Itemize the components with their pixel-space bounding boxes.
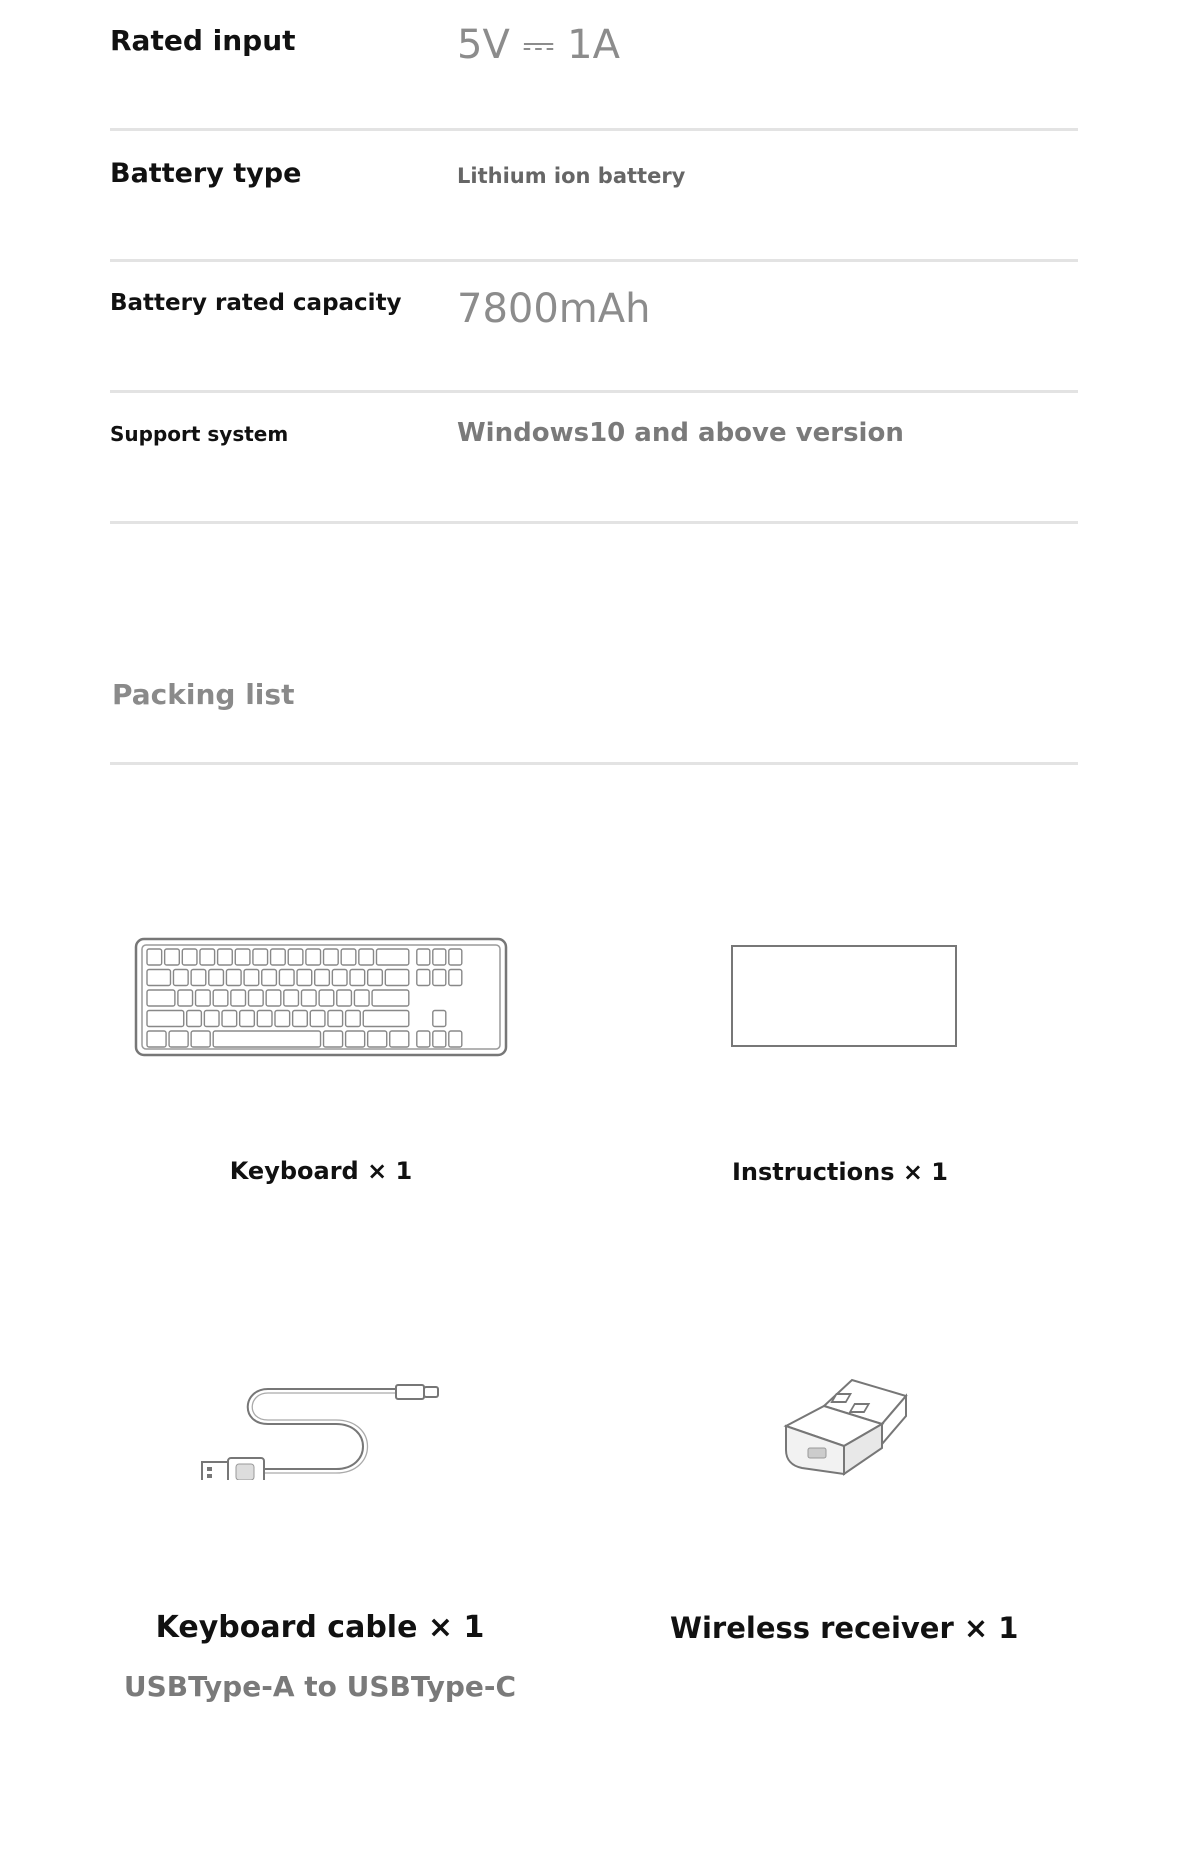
key [191, 970, 206, 986]
key [417, 949, 430, 965]
key [417, 970, 430, 986]
key [297, 970, 312, 986]
key [359, 949, 374, 965]
usb-receiver-icon [780, 1374, 914, 1480]
key [376, 949, 408, 965]
key [271, 949, 286, 965]
key [218, 949, 233, 965]
key [350, 970, 365, 986]
spec-value: 7800mAh [457, 286, 651, 332]
pack-item-instructions: Instructions × 1 [732, 1158, 948, 1186]
spec-value: Windows10 and above version [457, 418, 904, 448]
key [165, 949, 180, 965]
key [368, 970, 383, 986]
key [213, 990, 228, 1006]
key [310, 1011, 325, 1027]
key [244, 970, 259, 986]
spec-label: Battery rated capacity [110, 290, 402, 316]
key [226, 970, 241, 986]
packing-list-title: Packing list [112, 678, 295, 711]
key [257, 1011, 272, 1027]
key [187, 1011, 202, 1027]
key [354, 990, 369, 1006]
key [147, 1031, 166, 1047]
key [385, 970, 408, 986]
key [449, 949, 462, 965]
key [433, 949, 446, 965]
instructions-card-icon [730, 944, 960, 1048]
usb-cable-icon [196, 1370, 446, 1480]
spec-value: Lithium ion battery [457, 164, 686, 188]
spec-row-rated-input [110, 0, 1078, 131]
key [204, 1011, 219, 1027]
key [449, 970, 462, 986]
key [449, 1031, 462, 1047]
key [213, 1031, 320, 1047]
key [324, 1031, 343, 1047]
key [315, 970, 330, 986]
key [147, 1011, 184, 1027]
spec-label: Support system [110, 422, 289, 446]
key [231, 990, 246, 1006]
key [173, 970, 188, 986]
key [433, 970, 446, 986]
key [433, 1031, 446, 1047]
key [200, 949, 215, 965]
key [169, 1031, 188, 1047]
key [368, 1031, 387, 1047]
key [324, 949, 339, 965]
pack-item-receiver: Wireless receiver × 1 [670, 1611, 1019, 1645]
key [341, 949, 356, 965]
key [279, 970, 294, 986]
pack-item-cable-subcaption: USBType-A to USBType-C [123, 1670, 517, 1703]
key [262, 970, 277, 986]
spec-value: 5V ⎓ 1A [457, 22, 620, 68]
key [182, 949, 197, 965]
spec-row-battery-type [110, 131, 1078, 262]
spec-row-support-system [110, 393, 1078, 524]
divider [110, 762, 1078, 765]
key [306, 949, 321, 965]
key [147, 990, 175, 1006]
key [328, 1011, 343, 1027]
key [235, 949, 250, 965]
key [372, 990, 409, 1006]
key [417, 1031, 430, 1047]
key [301, 990, 316, 1006]
key [209, 970, 224, 986]
key [390, 1031, 409, 1047]
key [284, 990, 299, 1006]
key [332, 970, 347, 986]
key [147, 949, 162, 965]
key [253, 949, 268, 965]
key [196, 990, 211, 1006]
key [275, 1011, 290, 1027]
key [266, 990, 281, 1006]
key [191, 1031, 210, 1047]
pack-item-keyboard: Keyboard × 1 [229, 1157, 413, 1185]
keyboard-icon [134, 937, 508, 1057]
key [293, 1011, 308, 1027]
spec-table [110, 0, 1078, 524]
key [147, 970, 170, 986]
key [288, 949, 303, 965]
key [319, 990, 334, 1006]
key [178, 990, 193, 1006]
key [240, 1011, 255, 1027]
pack-item-cable: Keyboard cable × 1 [155, 1610, 485, 1645]
key [363, 1011, 409, 1027]
spec-label: Rated input [110, 24, 296, 57]
spec-row-battery-capacity [110, 262, 1078, 393]
key [337, 990, 352, 1006]
key [346, 1011, 361, 1027]
spec-label: Battery type [110, 158, 302, 189]
key [346, 1031, 365, 1047]
key [249, 990, 264, 1006]
key [433, 1011, 446, 1027]
key [222, 1011, 237, 1027]
